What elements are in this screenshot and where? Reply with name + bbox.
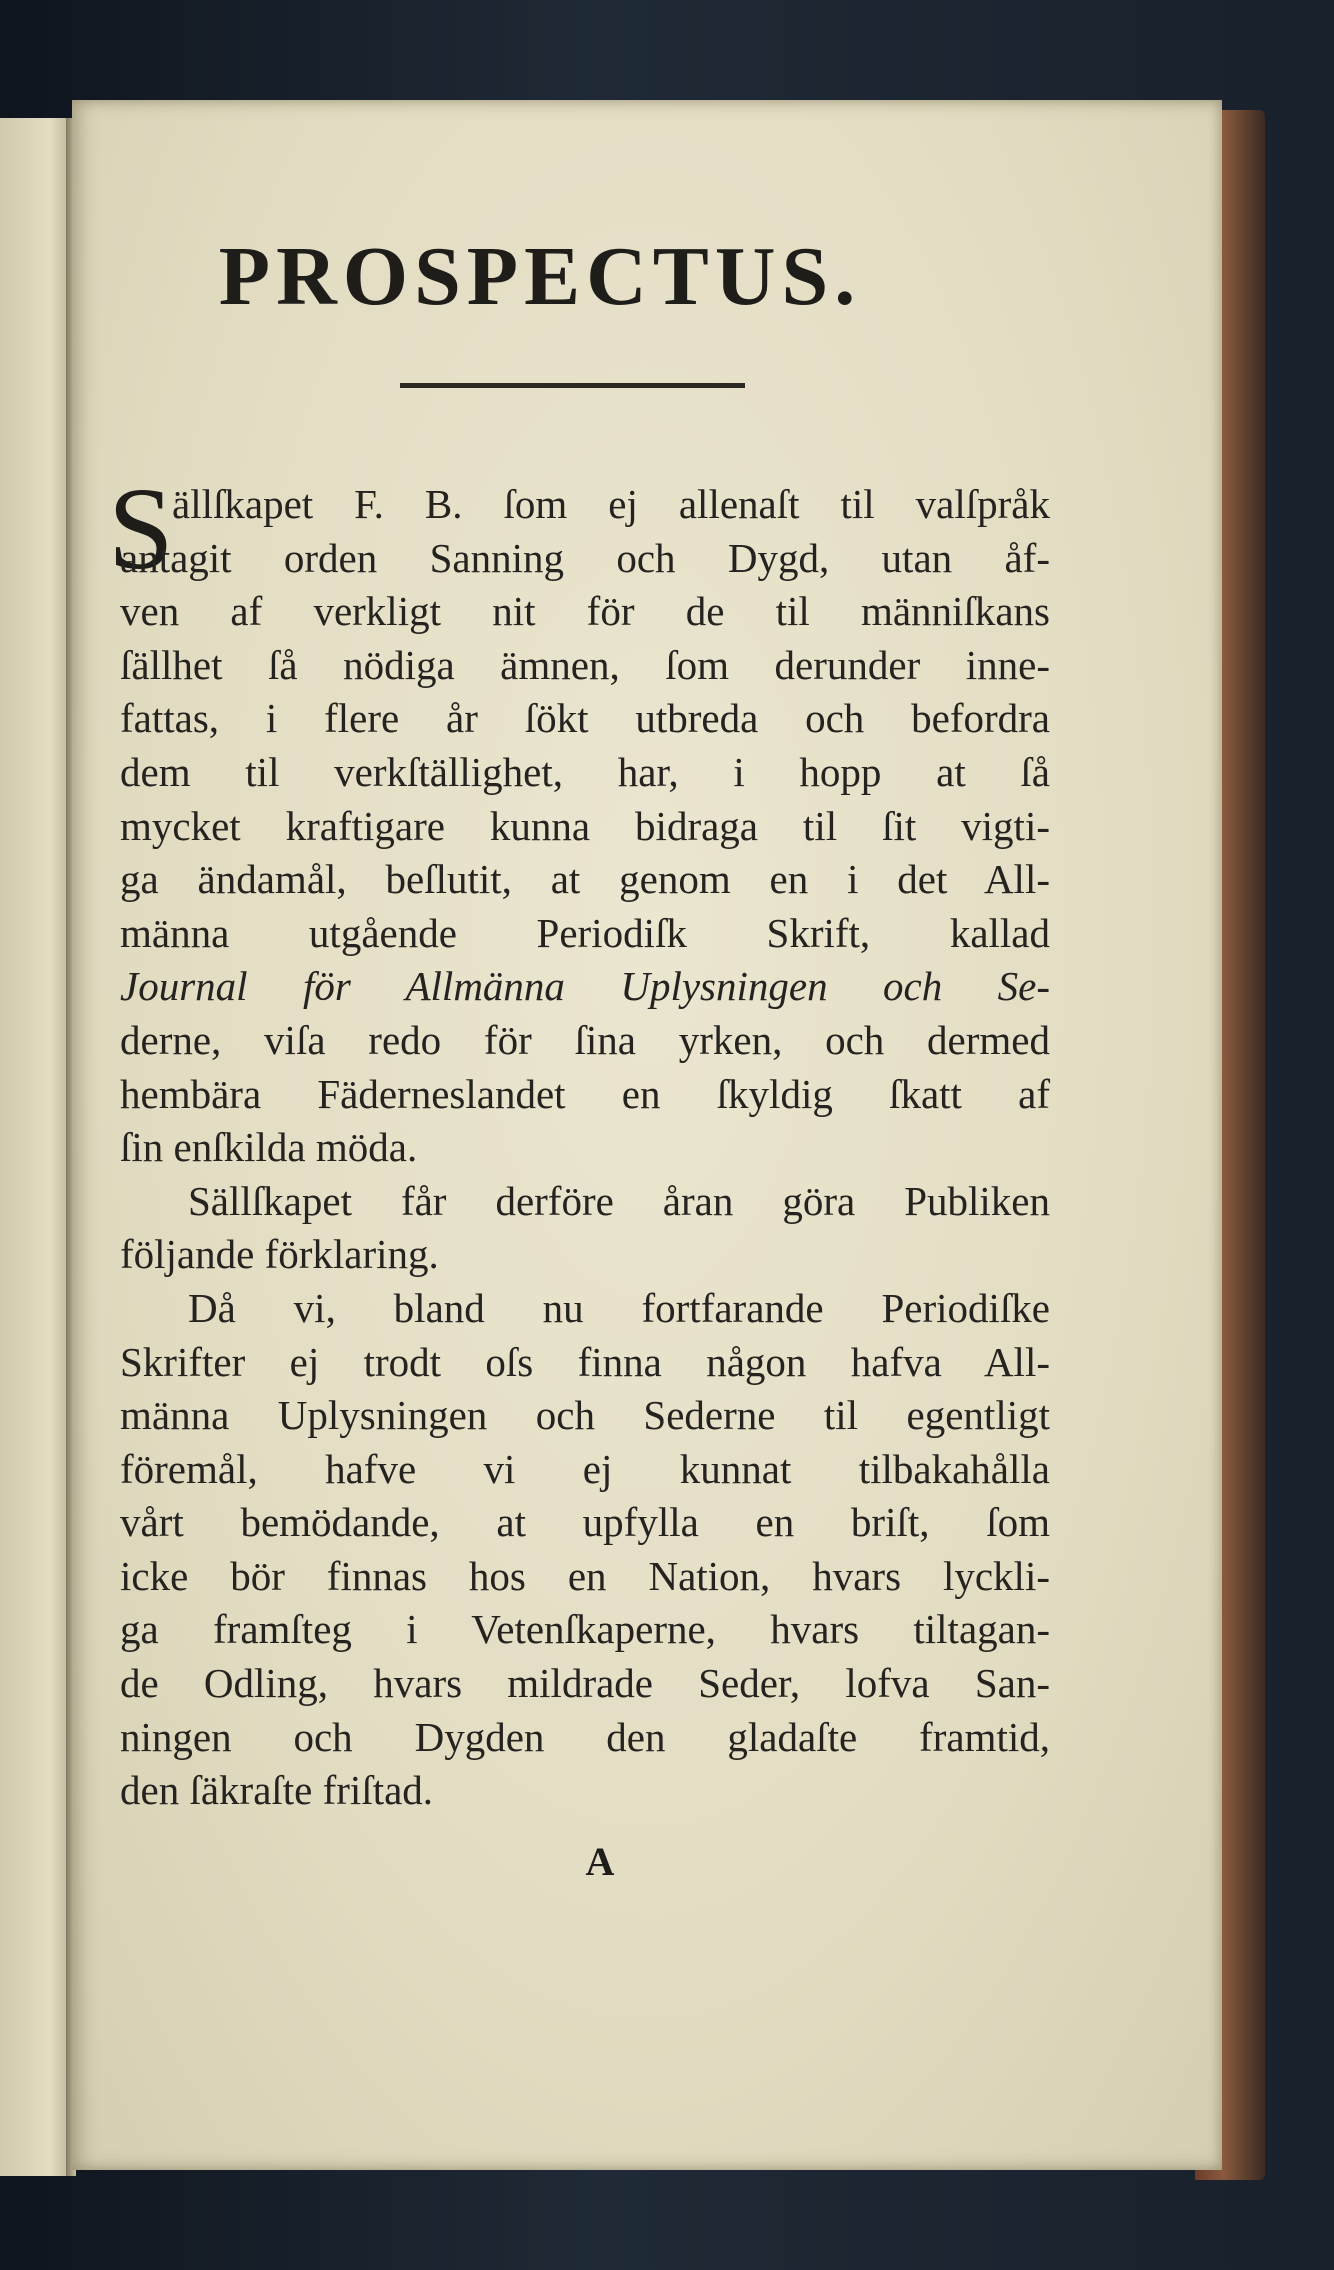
text-line: ven af verkligt nit för de til männiſkans — [120, 588, 1050, 635]
text-line: derne, viſa redo för ſina yrken, och dermed — [120, 1016, 1050, 1063]
text-line: de Odling, hvars mildrade Seder, lofva San- — [120, 1660, 1050, 1707]
text-line: antagit orden Sanning och Dygd, utan åf- — [120, 534, 1050, 581]
drop-initial: S — [108, 463, 174, 594]
text-line: vårt bemödande, at upfylla en briſt, ſom — [120, 1499, 1050, 1546]
text-line: ga ändamål, beſlutit, at genom en i det All- — [120, 856, 1050, 903]
text-line: ſällhet ſå nödiga ämnen, ſom derunder inne- — [120, 641, 1050, 688]
text-line: föremål, hafve vi ej kunnat tilbakahålla — [120, 1445, 1050, 1492]
title-rule — [400, 383, 745, 388]
text-line: den ſäkraſte friſtad. — [120, 1767, 434, 1814]
text-line: ningen och Dygden den gladaſte framtid, — [120, 1713, 1050, 1760]
text-line: hembära Fäderneslandet en ſkyldig ſkatt af — [120, 1070, 1050, 1117]
text-line: fattas, i flere år ſökt utbreda och befordra — [120, 695, 1050, 742]
signature-mark: A — [585, 1839, 615, 1884]
text-line: ällſkapet F. B. ſom ej allenaſt til valſpråk — [172, 481, 1050, 527]
text-line: Skrifter ej trodt oſs finna någon hafva All- — [120, 1338, 1050, 1385]
text-line: ga framſteg i Vetenſkaperne, hvars tiltagan- — [120, 1606, 1050, 1653]
text-line: icke bör finnas hos en Nation, hvars lyckli- — [120, 1552, 1050, 1599]
text-line: männa Uplysningen och Sederne til egentligt — [120, 1392, 1050, 1439]
text-line: följande förklaring. — [120, 1231, 439, 1278]
facing-page-edge — [0, 118, 75, 2176]
text-line: Då vi, bland nu fortfarande Periodiſke — [188, 1284, 1050, 1331]
text-line: mycket kraftigare kunna bidraga til ſit vigti- — [120, 802, 1050, 849]
text-line: dem til verkſtällighet, har, i hopp at ſå — [120, 748, 1050, 795]
text-line: männa utgående Periodiſk Skrift, kallad — [120, 909, 1050, 956]
text-line: ſin enſkilda möda. — [120, 1124, 418, 1171]
page-title: PROSPECTUS. — [218, 230, 862, 323]
text-line: Journal för Allmänna Uplysningen och Se- — [120, 963, 1050, 1010]
text-line: Sällſkapet får derföre åran göra Publiken — [188, 1177, 1050, 1224]
body-text — [120, 478, 1050, 1818]
